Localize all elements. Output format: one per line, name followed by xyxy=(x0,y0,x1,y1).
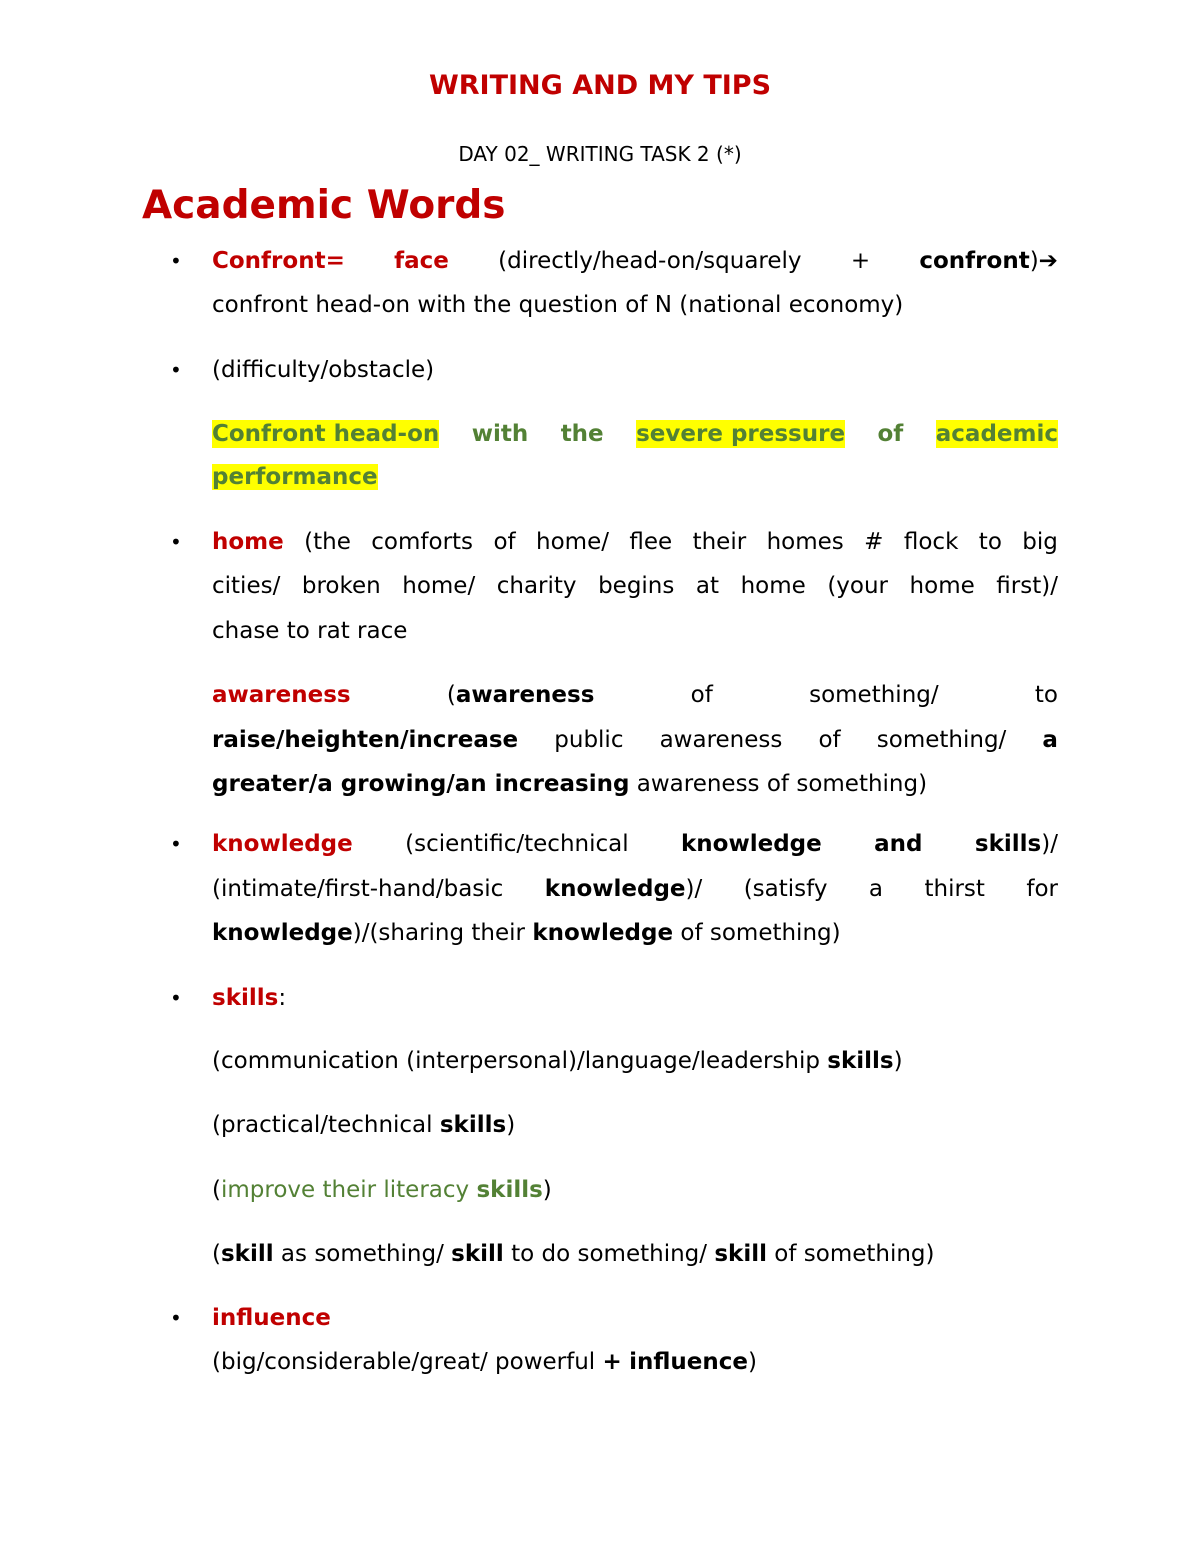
difficulty-example-line-2: performance xyxy=(212,464,378,490)
confront-face: face xyxy=(394,248,449,274)
knowledge-line-1: knowledge (scientific/technical knowledge and skills)/ xyxy=(212,831,1058,857)
difficulty-text: (difficulty/obstacle) xyxy=(212,357,435,383)
list-bullet: • xyxy=(170,986,182,1010)
confront-term: Confront= xyxy=(212,248,345,274)
confront-plus: + xyxy=(850,248,871,274)
list-bullet: • xyxy=(170,358,182,382)
skills-line-1: (communication (interpersonal)/language/leadership skills) xyxy=(212,1048,903,1074)
knowledge-line-3: knowledge)/(sharing their knowledge of something) xyxy=(212,920,841,946)
list-bullet: • xyxy=(170,832,182,856)
home-line-3: chase to rat race xyxy=(212,618,408,644)
difficulty-example-line-1: Confront head-on with the severe pressure of academic xyxy=(212,421,1058,447)
skills-line-4: (skill as something/ skill to do something/ skill of something) xyxy=(212,1241,935,1267)
influence-term: influence xyxy=(212,1305,331,1331)
confront-line-1 xyxy=(212,247,1058,275)
skills-line-2: (practical/technical skills) xyxy=(212,1112,516,1138)
document-subtitle: DAY 02_ WRITING TASK 2 (*) xyxy=(458,142,742,166)
awareness-line-3: greater/a growing/an increasing awareness of something) xyxy=(212,771,928,797)
arrow-icon: ➔ xyxy=(1038,248,1058,274)
list-bullet: • xyxy=(170,249,182,273)
document-title: WRITING AND MY TIPS xyxy=(428,70,772,101)
confront-line-2: confront head-on with the question of N (national economy) xyxy=(212,292,904,318)
influence-line-1: (big/considerable/great/ powerful + influence) xyxy=(212,1349,757,1375)
skills-term: skills: xyxy=(212,985,287,1011)
home-line-1: home (the comforts of home/ flee their homes # flock to big xyxy=(212,529,1058,555)
confront-end: confront)➔ xyxy=(919,248,1058,274)
home-line-2: cities/ broken home/ charity begins at home (your home first)/ xyxy=(212,573,1058,599)
list-bullet: • xyxy=(170,1306,182,1330)
list-bullet: • xyxy=(170,530,182,554)
awareness-line-1: awareness (awareness of something/ to xyxy=(212,682,1058,708)
knowledge-line-2: (intimate/first-hand/basic knowledge)/ (satisfy a thirst for xyxy=(212,876,1058,902)
awareness-line-2: raise/heighten/increase public awareness of something/ a xyxy=(212,727,1058,753)
section-heading: Academic Words xyxy=(142,183,506,228)
skills-line-3: (improve their literacy skills) xyxy=(212,1177,552,1203)
confront-paren: (directly/head-on/squarely xyxy=(498,248,802,274)
